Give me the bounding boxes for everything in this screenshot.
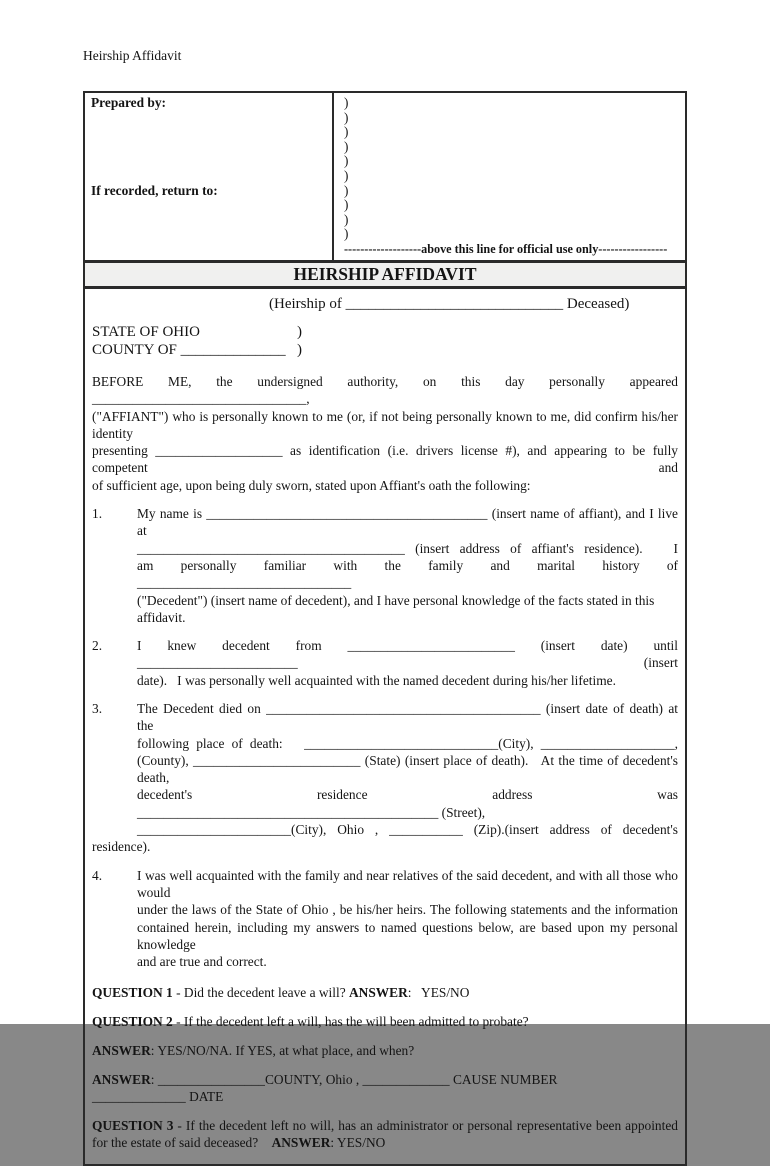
question-2 <box>92 1013 678 1030</box>
prepared-by-cell <box>85 93 334 260</box>
paren-line: ) <box>344 197 349 213</box>
official-use-only-line: -------------------above this line for official use only----------------- <box>344 241 668 256</box>
paren-line: ) <box>344 124 349 140</box>
item-line: contained herein, including my answers to named questions below, are based upon my personal knowledge <box>137 919 682 952</box>
item-line: following place of death: _____________________________(City), ____________________, <box>137 735 678 751</box>
item-line: ("Decedent") (insert name of decedent), and I have personal knowledge of the facts stated in this affidavit. <box>137 592 658 625</box>
bold-text-segment: ANSWER <box>92 1043 151 1059</box>
item-text <box>137 867 682 971</box>
official-use-cell <box>334 93 685 260</box>
text-segment: - If the decedent left no will, has an administrator or personal representative been appointed for the estate of said deceased? <box>92 1117 682 1151</box>
prepared-by-line <box>91 213 326 228</box>
state-of-ohio-row <box>92 323 678 341</box>
item-line: and are true and correct. <box>137 954 267 970</box>
text-segment: : ________________COUNTY, Ohio , _____________ CAUSE NUMBER ______________ DATE <box>92 1071 558 1105</box>
state-label: STATE OF OHIO <box>92 323 200 340</box>
paren-line: ) <box>344 182 349 198</box>
heirship-affidavit-title: HEIRSHIP AFFIDAVIT <box>83 262 687 288</box>
intro-line: presenting ___________________ as identification (i.e. drivers license #), and appearing to be fully competent and <box>92 443 682 476</box>
item-number: 1. <box>92 506 103 522</box>
affidavit-item-1 <box>92 505 682 626</box>
intro-line: of sufficient age, upon being duly sworn, stated upon Affiant's oath the following: <box>92 477 531 493</box>
text-segment: : YES/NO <box>407 985 470 1001</box>
item-line: am personally familiar with the family and marital history of ________________________________ <box>137 557 682 591</box>
paren-column <box>344 96 685 242</box>
prepared-by-line <box>91 198 326 213</box>
item-line: (County), _________________________ (State) (insert place of death). At the time of decedent's death, <box>137 752 682 786</box>
text-segment: - Did the decedent leave a will? <box>172 985 349 1001</box>
questions-section <box>92 984 682 1151</box>
item-line: ________________________________________ (insert address of affiant's residence). I <box>137 540 678 556</box>
prepared-by-line <box>91 111 326 126</box>
state-paren: ) <box>297 323 302 340</box>
item-text <box>137 505 682 626</box>
item-line: under the laws of the State of Ohio , be his/her heirs. The following statements and the information <box>137 902 678 918</box>
affidavit-item-3 <box>92 700 682 856</box>
prepared-by-line <box>91 125 326 140</box>
intro-line: BEFORE ME, the undersigned authority, on this day personally appeared ________________________________, <box>92 373 682 407</box>
item-line: _______________________(City), Ohio , ___________ (Zip).(insert address of decedent's residence). <box>92 822 682 855</box>
item-line: _____________________________________________ (Street), <box>137 804 486 820</box>
paren-line: ) <box>344 153 349 169</box>
county-paren: ) <box>297 341 302 358</box>
prepared-by-line <box>91 169 326 184</box>
paren-line: ) <box>344 226 349 242</box>
item-line: The Decedent died on _________________________________________ (insert date of death) at the <box>137 700 682 734</box>
paren-line: ) <box>344 95 349 110</box>
bold-text-segment: QUESTION 3 <box>92 1117 174 1133</box>
paren-line: ) <box>344 167 349 183</box>
question-3 <box>92 1117 682 1152</box>
item-line: I knew decedent from _________________________ (insert date) until ________________________ (insert <box>137 638 682 671</box>
county-of-row <box>92 341 678 359</box>
paren-line: ) <box>344 211 349 227</box>
bold-text-segment: ANSWER <box>271 1135 331 1151</box>
item-line: I was well acquainted with the family and near relatives of the said decedent, and with all those who would <box>137 867 682 900</box>
text-segment: : YES/NO <box>330 1135 386 1151</box>
answer-probate <box>92 1042 678 1059</box>
item-text <box>92 700 682 856</box>
prepared-by-table <box>83 91 687 262</box>
item-line: decedent's residence address was <box>137 787 678 803</box>
county-label: COUNTY OF ______________ <box>92 341 286 358</box>
before-me-paragraph <box>92 373 682 494</box>
prepared-by-line: If recorded, return to: <box>91 182 218 198</box>
bold-text-segment: ANSWER <box>348 985 408 1001</box>
affidavit-item-4 <box>92 867 682 971</box>
item-line: date). I was personally well acquainted with the named decedent during his/her lifetime. <box>137 672 616 688</box>
question-1 <box>92 984 678 1001</box>
prepared-by-line <box>91 154 326 169</box>
prepared-by-line: Prepared by: <box>91 95 167 110</box>
intro-line: ("AFFIANT") who is personally known to me (or, if not being personally known to me, did confirm his/her identity <box>92 408 682 441</box>
answer-county-cause <box>92 1071 678 1106</box>
heirship-of-subtitle: (Heirship of _____________________________ Deceased) <box>269 295 630 312</box>
paren-line: ) <box>344 109 349 125</box>
item-text <box>137 637 682 689</box>
prepared-by-line <box>91 140 326 155</box>
prepared-by-line <box>91 227 326 242</box>
text-segment: - If the decedent left a will, has the will been admitted to probate? <box>172 1014 529 1030</box>
item-number: 4. <box>92 867 103 883</box>
paren-line: ) <box>344 138 349 154</box>
item-line: My name is __________________________________________ (insert name of affiant), and I live at <box>137 506 682 539</box>
affidavit-body-box <box>83 288 687 1166</box>
text-segment: : YES/NO/NA. If YES, at what place, and when? <box>150 1043 415 1059</box>
item-number: 3. <box>92 700 103 716</box>
document-title-header: Heirship Affidavit <box>83 48 182 63</box>
bold-text-segment: QUESTION 1 <box>92 985 173 1001</box>
item-number: 2. <box>92 638 103 654</box>
affidavit-item-2 <box>92 637 682 689</box>
bold-text-segment: QUESTION 2 <box>92 1014 173 1030</box>
bold-text-segment: ANSWER <box>92 1071 151 1087</box>
